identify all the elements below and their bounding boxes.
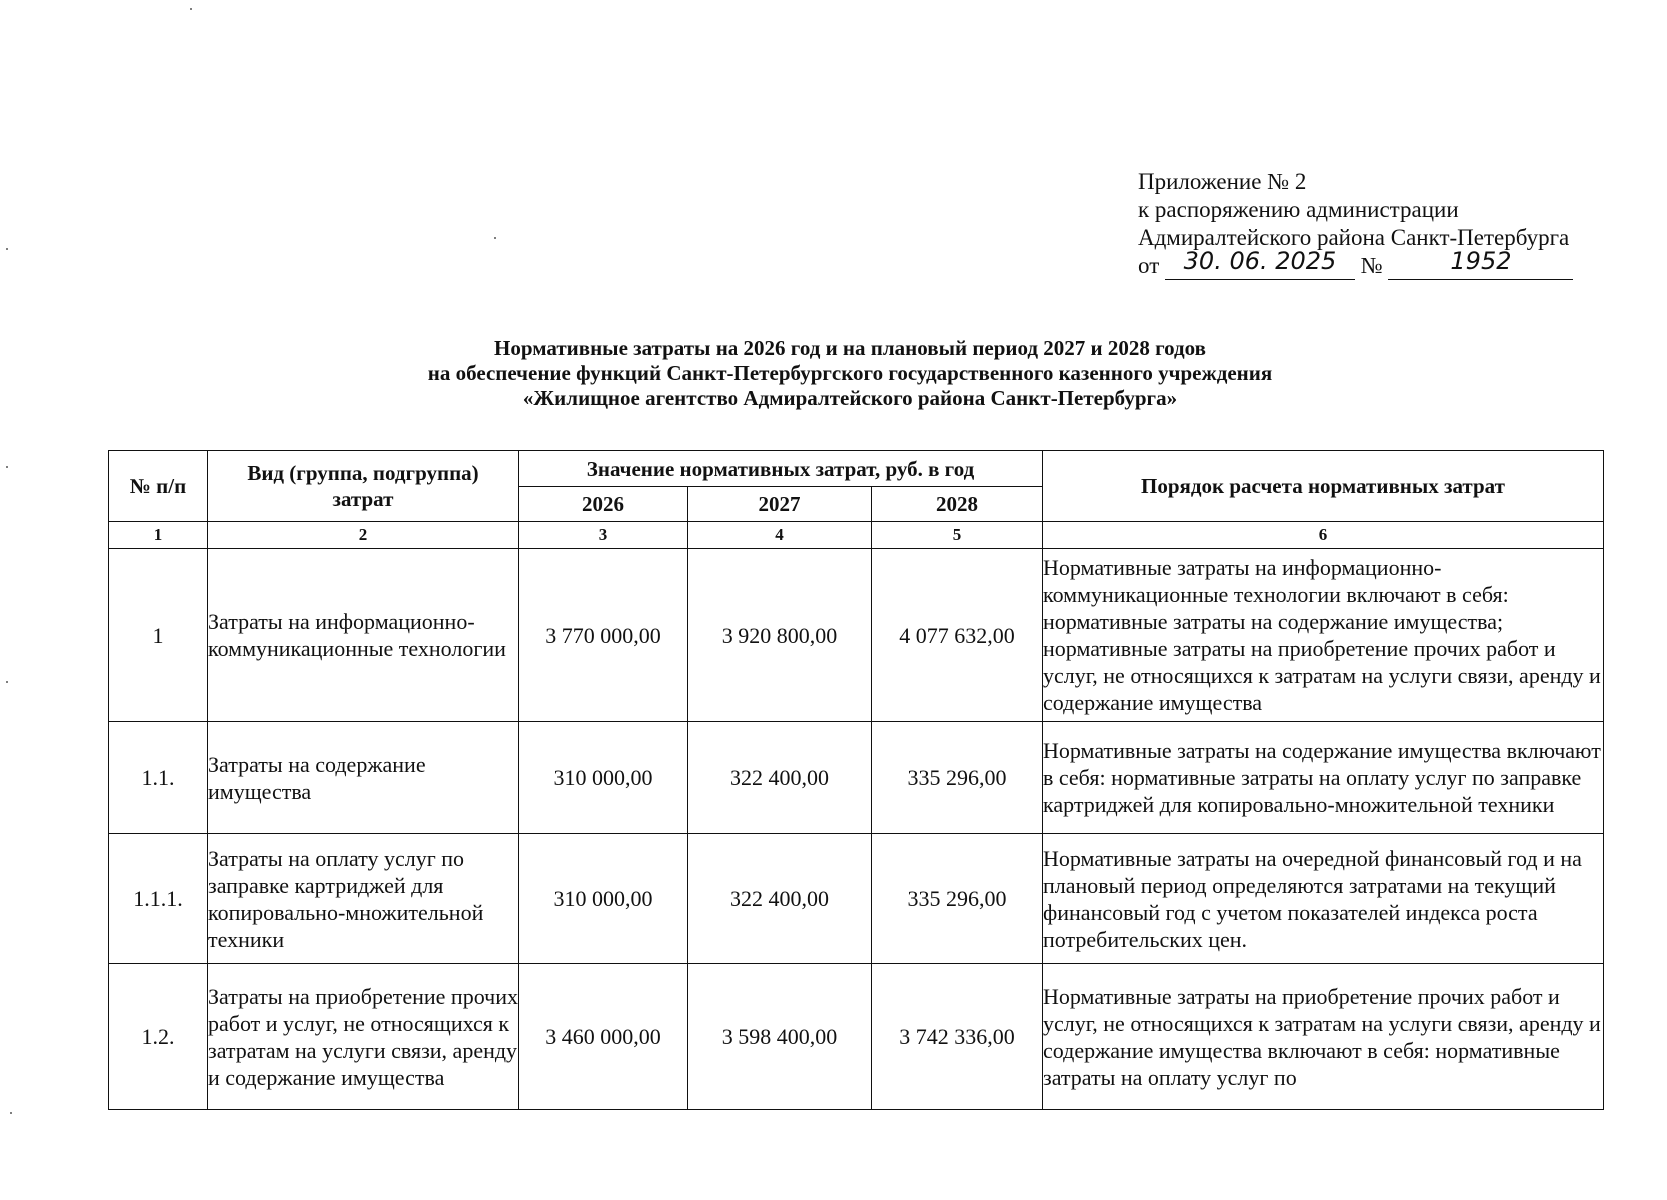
table-row [109, 964, 1604, 1110]
row-method: Нормативные затраты на информационно-коммуникационные технологии включают в себя: нормативные затраты на содержание имущества; нормативные затраты на приобретение прочих работ и услуг, не относящихся к затратам на услуги связи, аренду и содержание имущества [1043, 549, 1604, 722]
row-type: Затраты на оплату услуг по заправке картриджей для копировально-множительной техники [208, 834, 519, 964]
row-method: Нормативные затраты на содержание имущества включают в себя: нормативные затраты на оплату услуг по заправке картриджей для копировально-множительной техники [1043, 722, 1604, 834]
appendix-line-order: к распоряжению администрации [1138, 197, 1459, 222]
row-num: 1.1.1. [109, 834, 208, 964]
scan-speck [190, 8, 192, 10]
document-title [110, 336, 1590, 411]
header-method: Порядок расчета нормативных затрат [1043, 451, 1604, 522]
row-value-2027: 3 920 800,00 [688, 549, 872, 722]
number-field [1388, 247, 1573, 280]
row-value-2026: 3 460 000,00 [519, 964, 688, 1110]
row-num: 1.2. [109, 964, 208, 1110]
title-line-2: на обеспечение функций Санкт-Петербургского государственного казенного учреждения [427, 361, 1273, 385]
row-value-2026: 3 770 000,00 [519, 549, 688, 722]
column-index: 4 [688, 522, 872, 549]
row-type: Затраты на содержание имущества [208, 722, 519, 834]
table-row [109, 834, 1604, 964]
scan-speck [6, 681, 8, 683]
row-value-2028: 335 296,00 [872, 722, 1043, 834]
column-index: 1 [109, 522, 208, 549]
date-field [1165, 247, 1355, 280]
column-index: 3 [519, 522, 688, 549]
cost-table [108, 450, 1604, 1110]
row-value-2027: 3 598 400,00 [688, 964, 872, 1110]
row-value-2027: 322 400,00 [688, 722, 872, 834]
row-type: Затраты на информационно-коммуникационные технологии [208, 549, 519, 722]
row-value-2026: 310 000,00 [519, 722, 688, 834]
header-num: № п/п [109, 451, 208, 522]
scan-speck [6, 466, 8, 468]
scan-speck [10, 1112, 12, 1114]
appendix-title: Приложение № 2 [1138, 169, 1307, 194]
title-line-3: «Жилищное агентство Адмиралтейского района Санкт-Петербурга» [522, 386, 1178, 410]
header-year-2026: 2026 [519, 487, 688, 522]
row-type: Затраты на приобретение прочих работ и услуг, не относящихся к затратам на услуги связи, аренду и содержание имущества [208, 964, 519, 1110]
row-value-2028: 3 742 336,00 [872, 964, 1043, 1110]
row-num: 1.1. [109, 722, 208, 834]
row-method: Нормативные затраты на приобретение прочих работ и услуг, не относящихся к затратам на услуги связи, аренду и содержание имущества включают в себя: нормативные затраты на оплату услуг по [1043, 964, 1604, 1110]
table-row [109, 549, 1604, 722]
column-index: 5 [872, 522, 1043, 549]
number-sign: № [1360, 253, 1383, 278]
row-method: Нормативные затраты на очередной финансовый год и на плановый период определяются затратами на текущий финансовый год с учетом показателей индекса роста потребительских цен. [1043, 834, 1604, 964]
header-year-2027: 2027 [688, 487, 872, 522]
header-values-group: Значение нормативных затрат, руб. в год [519, 451, 1043, 487]
column-index: 2 [208, 522, 519, 549]
row-value-2027: 322 400,00 [688, 834, 872, 964]
column-index-row [109, 522, 1604, 549]
table-row [109, 722, 1604, 834]
column-index: 6 [1043, 522, 1604, 549]
appendix-date-line [1138, 247, 1658, 280]
header-type: Вид (группа, подгруппа) затрат [208, 451, 519, 522]
appendix-line-district: Адмиралтейского района Санкт-Петербурга [1138, 225, 1570, 250]
handwritten-date: 30. 06. 2025 [1183, 247, 1337, 275]
scan-speck [6, 248, 8, 250]
header-year-2028: 2028 [872, 487, 1043, 522]
scan-speck [494, 237, 496, 239]
row-value-2026: 310 000,00 [519, 834, 688, 964]
from-prefix: от [1138, 253, 1160, 278]
appendix-block [1138, 168, 1658, 280]
title-line-1: Нормативные затраты на 2026 год и на плановый период 2027 и 2028 годов [494, 336, 1206, 360]
handwritten-number: 1952 [1450, 247, 1512, 275]
row-num: 1 [109, 549, 208, 722]
row-value-2028: 335 296,00 [872, 834, 1043, 964]
row-value-2028: 4 077 632,00 [872, 549, 1043, 722]
